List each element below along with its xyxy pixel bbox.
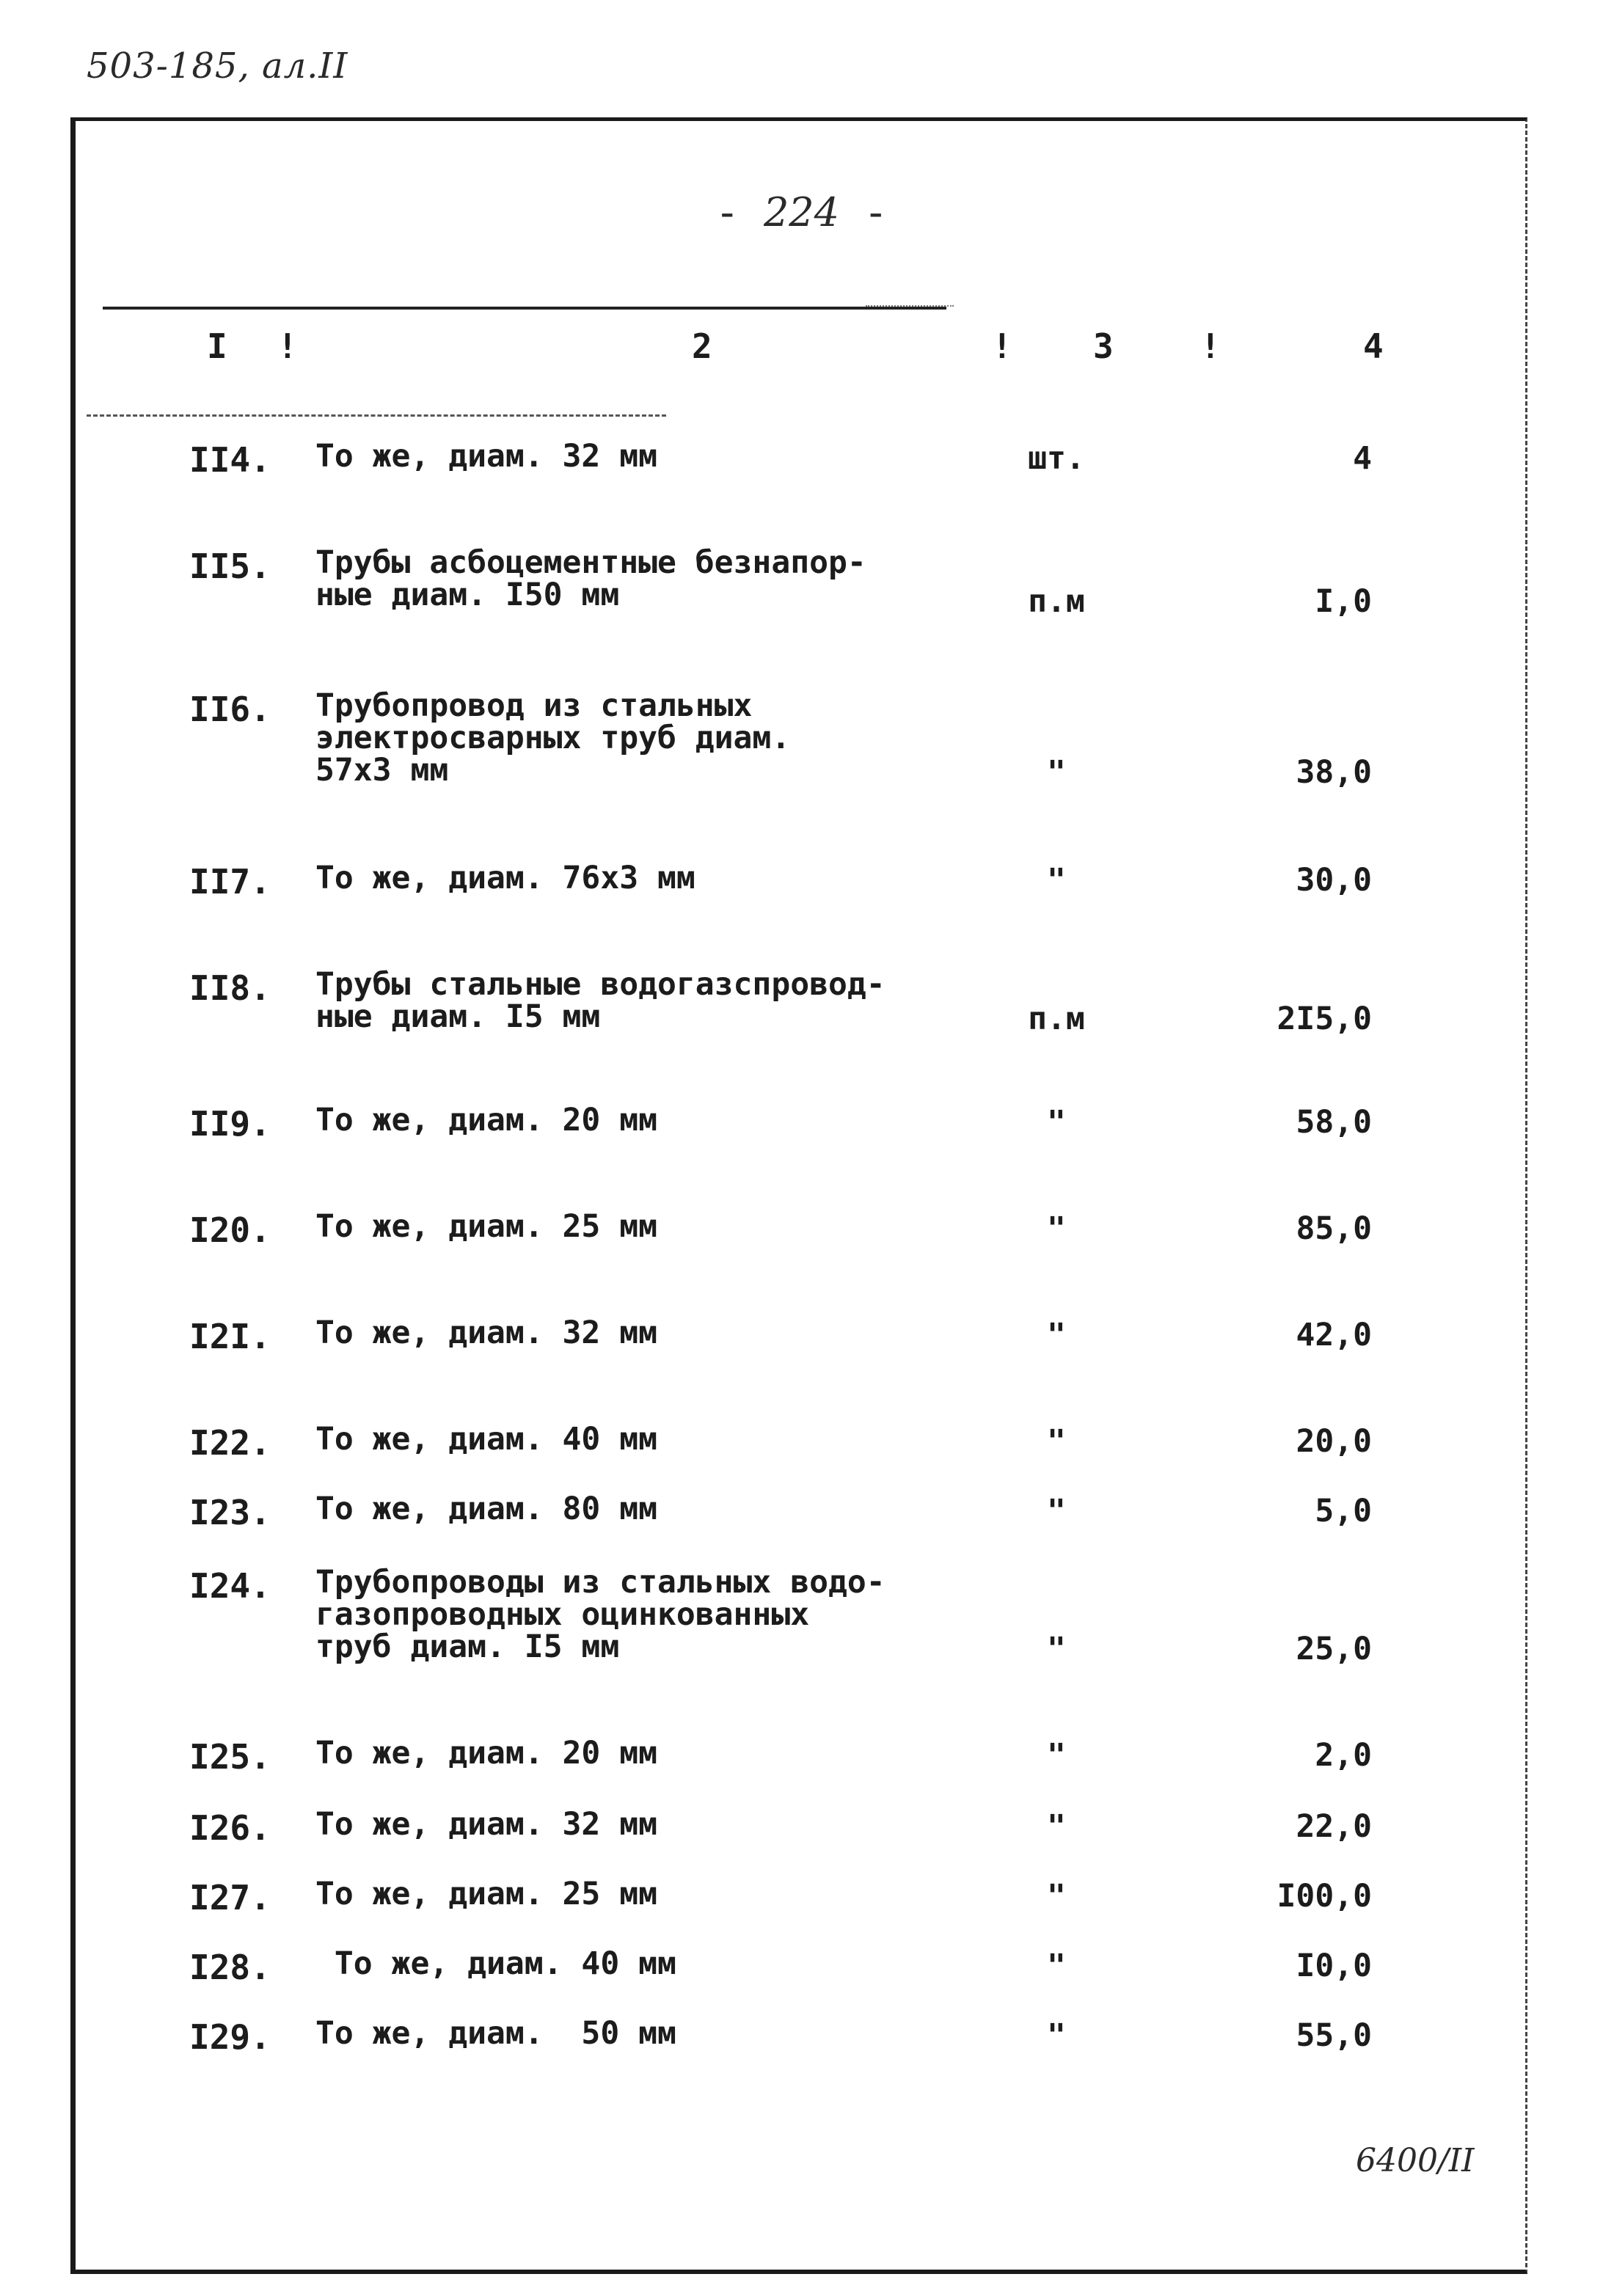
row-quantity: 2,0: [1315, 1737, 1372, 1774]
row-number: I26.: [189, 1808, 271, 1848]
description-line: Трубопровод из стальных: [315, 687, 753, 724]
row-quantity: 30,0: [1296, 862, 1372, 899]
row-description: [315, 1945, 976, 1982]
row-description: [315, 546, 976, 611]
description-line: То же, диам. 40 мм: [315, 1945, 676, 1982]
row-number: II8.: [189, 968, 271, 1008]
description-line: То же, диам. 50 мм: [315, 2015, 676, 2052]
description-line: То же, диам. 80 мм: [315, 1491, 657, 1527]
row-description: [315, 1735, 976, 1772]
row-number: I28.: [189, 1948, 271, 1987]
description-line: То же, диам. 20 мм: [315, 1102, 657, 1138]
header-top-rule-dotted: [866, 305, 954, 307]
row-description: [315, 438, 976, 475]
row-unit: ": [1047, 1878, 1066, 1915]
description-line: То же, диам. 32 мм: [315, 1806, 657, 1843]
row-quantity: I,0: [1315, 583, 1372, 620]
row-quantity: I00,0: [1277, 1878, 1372, 1915]
header-top-rule: [103, 307, 946, 310]
handwritten-archive-number: 6400/II: [1356, 2142, 1475, 2179]
header-separator-2: !: [992, 326, 1012, 366]
row-number: II5.: [189, 546, 271, 586]
row-unit: ": [1047, 1631, 1066, 1667]
description-line: То же, диам. 25 мм: [315, 1876, 657, 1912]
row-unit: п.м: [1028, 583, 1085, 620]
page-number: - 224 -: [720, 189, 883, 235]
row-unit: ": [1047, 754, 1066, 791]
row-quantity: 5,0: [1315, 1493, 1372, 1529]
row-number: I27.: [189, 1878, 271, 1917]
row-unit: ": [1047, 2017, 1066, 2054]
header-col-2: 2: [692, 326, 712, 366]
row-number: I25.: [189, 1737, 271, 1777]
description-line: То же, диам. 32 мм: [315, 1315, 657, 1351]
row-description: [315, 1806, 976, 1843]
row-unit: ": [1047, 1423, 1066, 1460]
row-unit: шт.: [1028, 440, 1085, 477]
row-description: [315, 862, 976, 894]
header-separator-1: !: [277, 326, 298, 366]
description-line: Трубы асбоцементные безнапор-: [315, 544, 866, 581]
row-unit: п.м: [1028, 1001, 1085, 1037]
row-number: II6.: [189, 690, 271, 729]
description-line: Трубы стальные водогазспровод-: [315, 966, 886, 1003]
row-description: [315, 1210, 976, 1243]
page-number-value: 224: [763, 189, 840, 235]
row-quantity: 20,0: [1296, 1423, 1372, 1460]
row-number: I29.: [189, 2017, 271, 2057]
description-line: ные диам. I50 мм: [315, 577, 620, 613]
row-quantity: 85,0: [1296, 1210, 1372, 1247]
row-description: [315, 1104, 976, 1136]
row-number: II9.: [189, 1104, 271, 1144]
row-unit: ": [1047, 1737, 1066, 1774]
row-quantity: 38,0: [1296, 754, 1372, 791]
description-line: То же, диам. 76х3 мм: [315, 860, 695, 896]
row-quantity: I0,0: [1296, 1948, 1372, 1984]
row-number: I2I.: [189, 1317, 271, 1356]
description-line: То же, диам. 32 мм: [315, 438, 657, 475]
row-number: I24.: [189, 1566, 271, 1606]
header-col-3: 3: [1093, 326, 1114, 366]
row-unit: ": [1047, 1210, 1066, 1247]
row-description: [315, 1566, 976, 1663]
row-unit: ": [1047, 1948, 1066, 1984]
description-line: 57х3 мм: [315, 752, 449, 789]
row-number: I22.: [189, 1423, 271, 1463]
row-description: [315, 968, 976, 1033]
row-unit: ": [1047, 1808, 1066, 1845]
row-description: [315, 1878, 976, 1910]
row-number: I20.: [189, 1210, 271, 1250]
header-col-4: 4: [1363, 326, 1384, 366]
row-unit: ": [1047, 862, 1066, 899]
row-description: [315, 1317, 976, 1349]
row-description: [315, 2017, 976, 2050]
row-quantity: 2I5,0: [1277, 1001, 1372, 1037]
description-line: газопроводных оцинкованных: [315, 1596, 810, 1633]
description-line: То же, диам. 40 мм: [315, 1421, 657, 1458]
description-line: То же, диам. 20 мм: [315, 1735, 657, 1772]
row-unit: ": [1047, 1104, 1066, 1141]
row-unit: ": [1047, 1493, 1066, 1529]
header-col-1: I: [207, 326, 227, 366]
header-separator-3: !: [1200, 326, 1221, 366]
description-line: электросварных труб диам.: [315, 720, 791, 756]
row-description: [315, 1421, 976, 1458]
row-quantity: 42,0: [1296, 1317, 1372, 1353]
header-bottom-rule: [87, 414, 666, 417]
row-unit: ": [1047, 1317, 1066, 1353]
description-line: Трубопроводы из стальных водо-: [315, 1564, 886, 1601]
row-quantity: 58,0: [1296, 1104, 1372, 1141]
row-quantity: 4: [1353, 440, 1372, 477]
row-quantity: 25,0: [1296, 1631, 1372, 1667]
description-line: ные диам. I5 мм: [315, 998, 601, 1035]
handwritten-reference-note: 503-185, ал.II: [87, 45, 348, 87]
row-description: [315, 687, 976, 789]
row-number: II7.: [189, 862, 271, 902]
description-line: труб диам. I5 мм: [315, 1628, 620, 1665]
row-description: [315, 1493, 976, 1525]
row-number: I23.: [189, 1493, 271, 1532]
description-line: То же, диам. 25 мм: [315, 1208, 657, 1245]
row-quantity: 22,0: [1296, 1808, 1372, 1845]
row-quantity: 55,0: [1296, 2017, 1372, 2054]
row-number: II4.: [189, 440, 271, 480]
